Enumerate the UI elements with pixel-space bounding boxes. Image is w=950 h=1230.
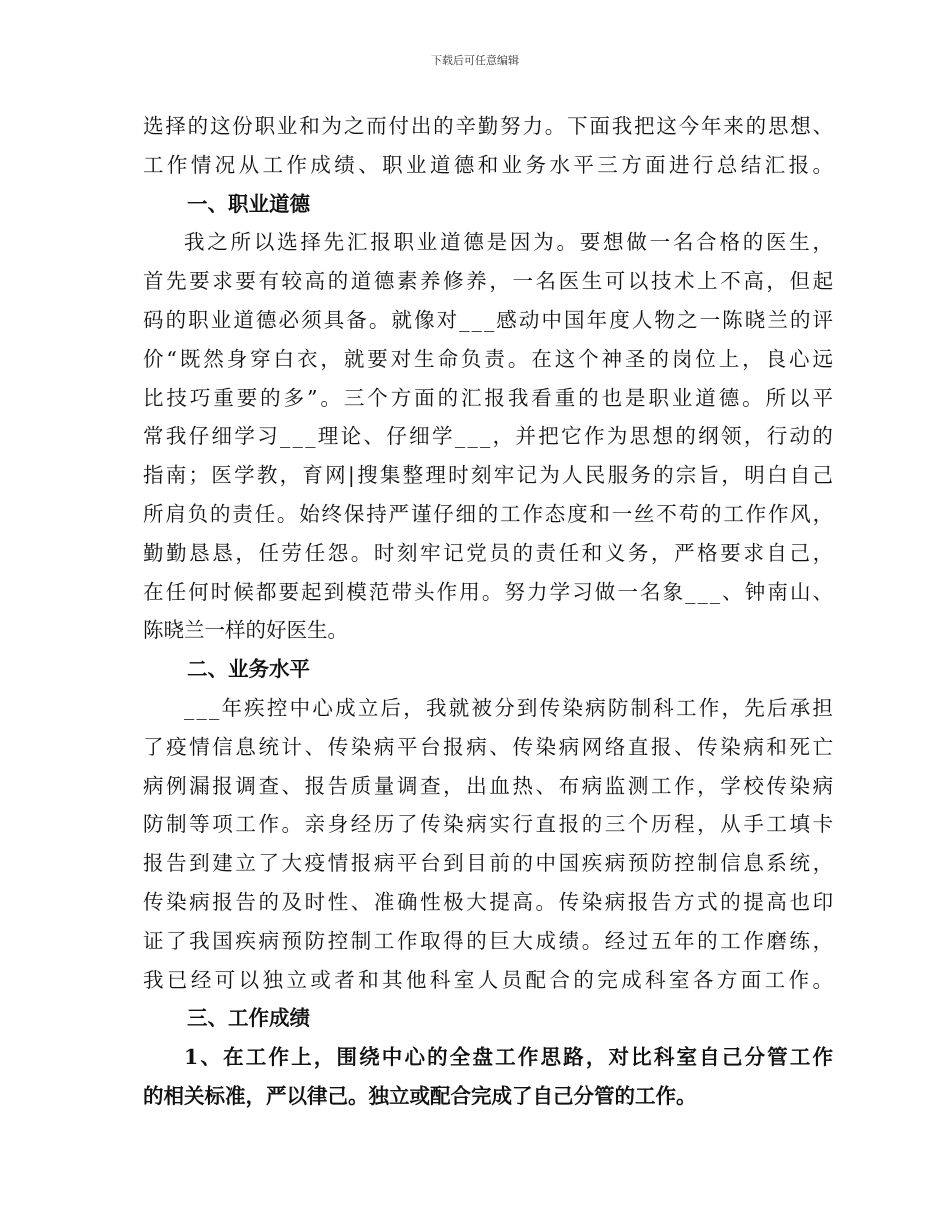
text-line: 我已经可以独立或者和其他科室人员配合的完成科室各方面工作。 [143, 967, 837, 992]
text-line: 我之所以选择先汇报职业道德是因为。要想做一名合格的医生， [184, 230, 836, 255]
text-line: 传染病报告的及时性、准确性极大提高。传染病报告方式的提高也印 [143, 889, 836, 914]
section-heading: 二、业务水平 [187, 657, 310, 682]
text-line: 指南；医学教，育网|搜集整理时刻牢记为人民服务的宗旨，明白自己 [143, 463, 836, 488]
document-body [143, 110, 837, 1119]
page-header: 下载后可任意编辑 [431, 54, 519, 67]
text-line: 在任何时候都要起到模范带头作用。努力学习做一名象___、钟南山、 [143, 579, 836, 604]
text-line: 证了我国疾病预防控制工作取得的巨大成绩。经过五年的工作磨练， [143, 928, 836, 953]
text-line: 了疫情信息统计、传染病平台报病、传染病网络直报、传染病和死亡 [143, 734, 836, 759]
text-line: 所肩负的责任。始终保持严谨仔细的工作态度和一丝不苟的工作作风， [143, 501, 835, 526]
text-line: 1、在工作上，围绕中心的全盘工作思路，对比科室自己分管工作 [184, 1045, 836, 1070]
section-heading: 一、职业道德 [187, 191, 310, 216]
text-line: 码的职业道德必须具备。就像对___感动中国年度人物之一陈晓兰的评 [143, 307, 836, 332]
text-line: 价“既然身穿白衣，就要对生命负责。在这个神圣的岗位上，良心远 [143, 346, 836, 371]
text-line: 选择的这份职业和为之而付出的辛勤努力。下面我把这今年来的思想、 [143, 114, 835, 138]
text-line: 工作情况从工作成绩、职业道德和业务水平三方面进行总结汇报。 [143, 152, 837, 177]
text-line: ___年疾控中心成立后，我就被分到传染病防制科工作，先后承担 [184, 695, 836, 720]
text-line: 报告到建立了大疫情报病平台到目前的中国疾病预防控制信息系统， [143, 851, 836, 876]
text-line: 常我仔细学习___理论、仔细学___，并把它作为思想的纲领，行动的 [143, 424, 836, 449]
section-heading: 三、工作成绩 [187, 1006, 310, 1031]
text-line: 防制等项工作。亲身经历了传染病实行直报的三个历程，从手工填卡 [143, 812, 836, 837]
text-line: 病例漏报调查、报告质量调查，出血热、布病监测工作，学校传染病 [143, 773, 836, 798]
text-line: 陈晓兰一样的好医生。 [143, 618, 348, 643]
text-line: 首先要求要有较高的道德素养修养，一名医生可以技术上不高，但起 [143, 269, 836, 294]
text-line: 比技巧重要的多”。三个方面的汇报我看重的也是职业道德。所以平 [143, 385, 836, 410]
text-line: 勤勤恳恳，任劳任怨。时刻牢记党员的责任和义务，严格要求自己， [143, 540, 836, 565]
text-line: 的相关标准，严以律己。独立或配合完成了自己分管的工作。 [143, 1083, 697, 1108]
